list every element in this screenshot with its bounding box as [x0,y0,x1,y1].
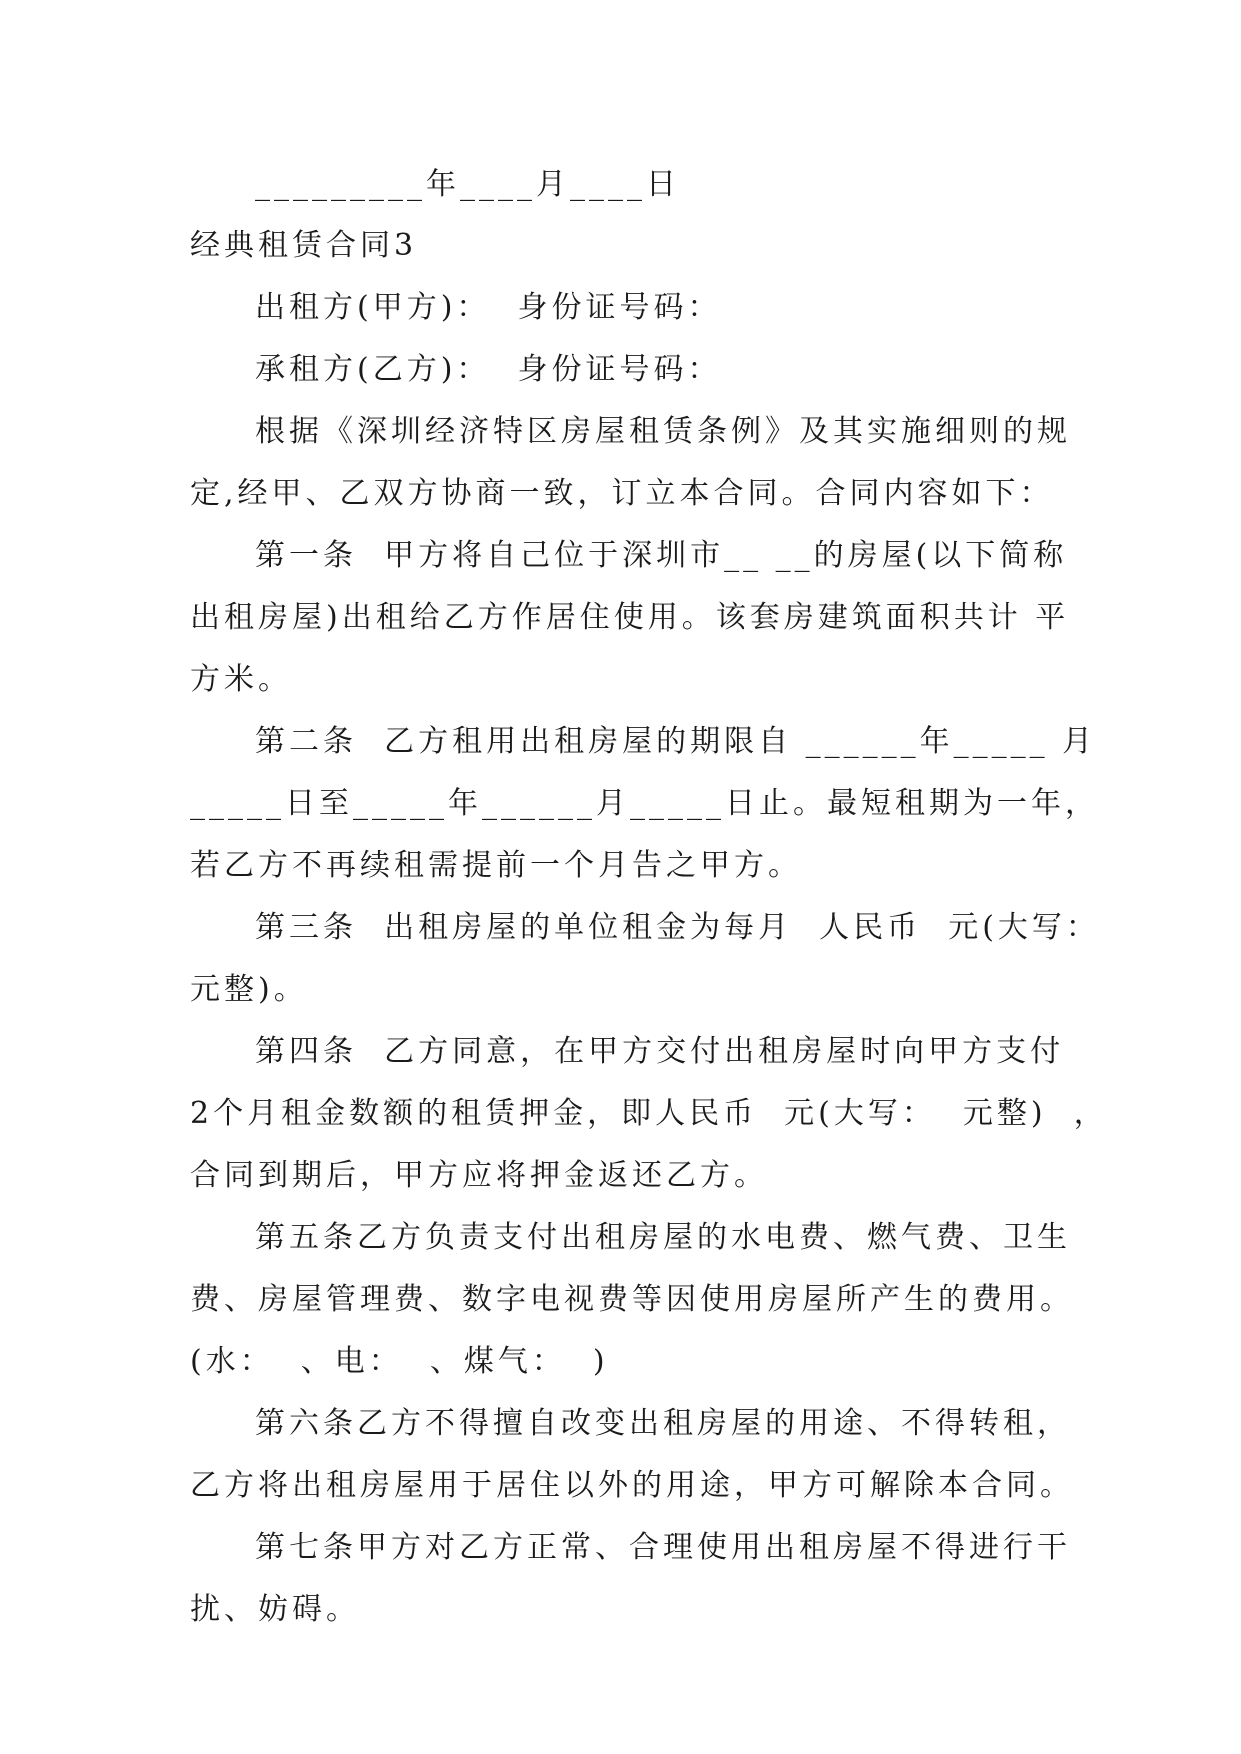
article-3-line-2: 元整)。 [190,972,308,1007]
article-6-line-2: 乙方将出租房屋用于居住以外的用途，甲方可解除本合同。 [190,1468,1074,1503]
article-7-line-1: 第七条甲方对乙方正常、合理使用出租房屋不得进行干 [255,1530,1071,1565]
article-2-line-3: 若乙方不再续租需提前一个月告之甲方。 [190,848,802,883]
article-7-line-2: 扰、妨碍。 [190,1592,360,1627]
contract-title: 经典租赁合同3 [190,228,418,263]
lessee-line: 承租方(乙方)： 身份证号码： [255,352,722,387]
preamble-line-2: 定,经甲、乙双方协商一致，订立本合同。合同内容如下： [190,476,1054,511]
article-5-line-1: 第五条乙方负责支付出租房屋的水电费、燃气费、卫生 [255,1220,1071,1255]
article-3-line-1: 第三条 出租房屋的单位租金为每月 人民币 元(大写： [255,910,1100,945]
article-5-line-3: (水： 、电： 、煤气： ) [190,1344,609,1379]
signature-date-line: _________年____月____日 [255,167,680,202]
article-4-line-2: 2个月租金数额的租赁押金，即人民币 元(大写： 元整) ， [190,1096,1108,1131]
article-1-line-1: 第一条 甲方将自己位于深圳市__ __的房屋(以下简称 [255,538,1068,573]
article-2-line-1: 第二条 乙方租用出租房屋的期限自 ______年_____ 月 [255,724,1097,759]
article-4-line-3: 合同到期后，甲方应将押金返还乙方。 [190,1158,768,1193]
article-2-line-2: _____日至_____年______月_____日止。最短租期为一年， [190,786,1099,821]
article-6-line-1: 第六条乙方不得擅自改变出租房屋的用途、不得转租， [255,1406,1071,1441]
article-1-line-2: 出租房屋)出租给乙方作居住使用。该套房建筑面积共计 平 [190,600,1070,635]
lessor-line: 出租方(甲方)： 身份证号码： [255,290,722,325]
article-1-line-3: 方米。 [190,662,292,697]
article-4-line-1: 第四条 乙方同意，在甲方交付出租房屋时向甲方支付 [255,1034,1065,1069]
preamble-line-1: 根据《深圳经济特区房屋租赁条例》及其实施细则的规 [255,414,1071,449]
article-5-line-2: 费、房屋管理费、数字电视费等因使用房屋所产生的费用。 [190,1282,1074,1317]
